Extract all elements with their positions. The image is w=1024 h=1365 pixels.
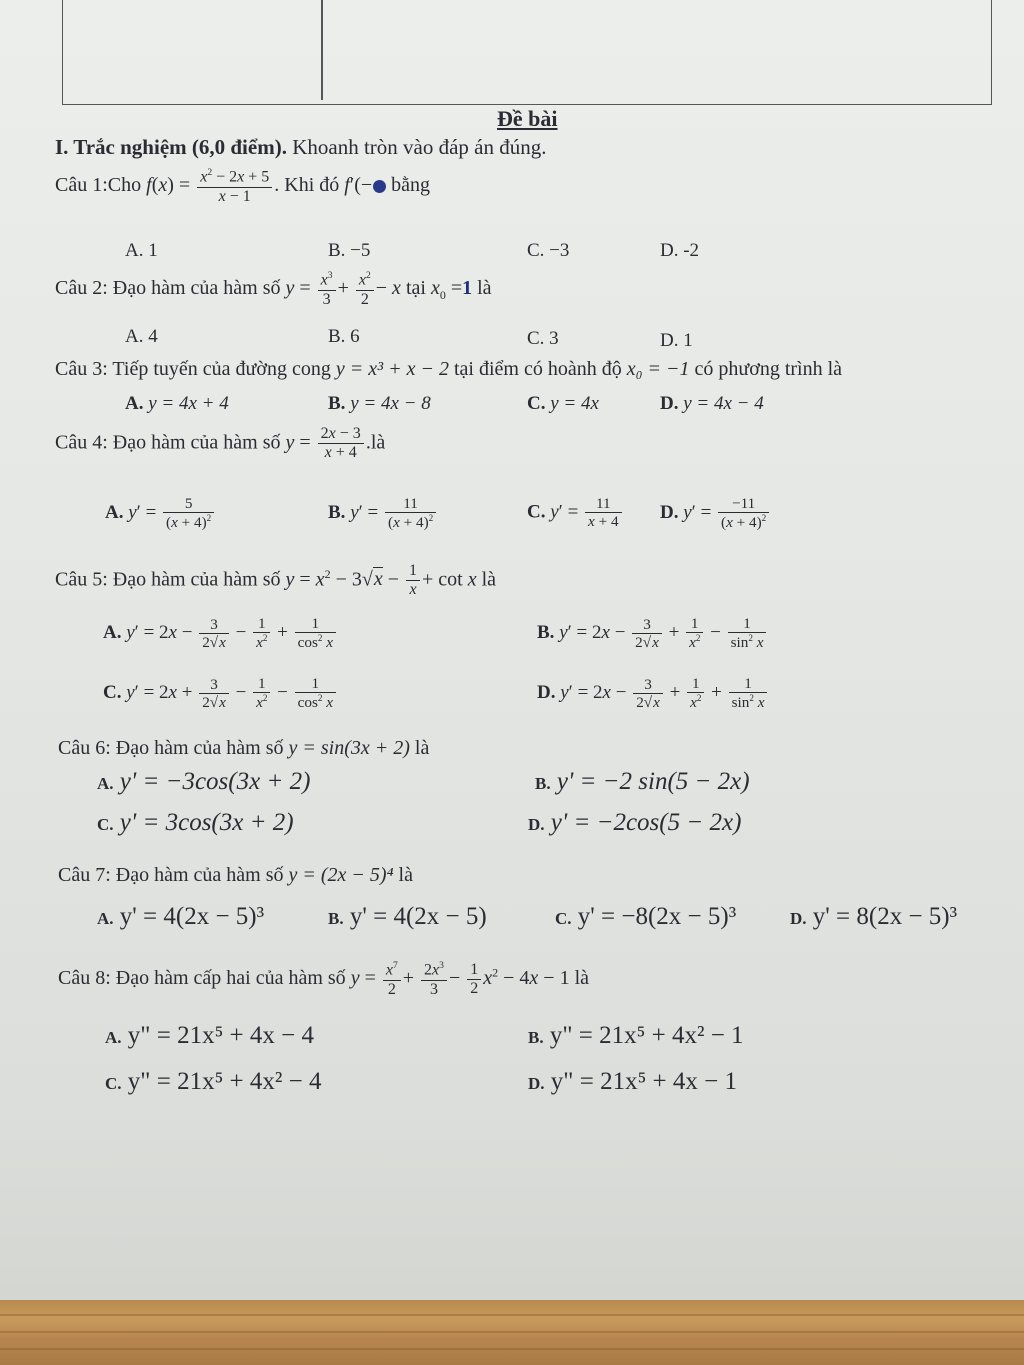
q2-option-c: C. 3: [527, 328, 559, 349]
question-7-prefix: Câu 7: Đạo hàm của hàm số: [58, 864, 284, 886]
q5-option-a: A. y′ = 2x − $\frac{3}{2√x}$ − $\frac{1}{x^2}$ + $\frac{1}{\cos^2 x}$: [103, 615, 338, 652]
section-instruction: Khoanh tròn vào đáp án đúng.: [292, 135, 547, 159]
q5-option-d: D. y′ = 2x − $\frac{3}{2√x}$ + $\frac{1}{x^2}$ + $\frac{1}{\sin^2 x}$: [537, 675, 769, 712]
q6-option-c: C. y' = 3cos(3x + 2): [97, 809, 294, 836]
q3-option-c: C. y = 4x: [527, 393, 599, 414]
q6-option-b: B. y' = −2 sin(5 − 2x): [535, 768, 750, 795]
question-6: [58, 737, 429, 760]
question-4: Câu 4: Đạo hàm của hàm số y = $\frac{2x - 3}{x + 4}$ .là: [55, 425, 386, 462]
q1-option-c: C. −3: [527, 240, 570, 261]
wooden-desk: [0, 1300, 1024, 1365]
q2-option-a: A. 4: [125, 326, 158, 347]
q3-option-a: A. y = 4x + 4: [125, 393, 229, 414]
q2-option-b: B. 6: [328, 326, 360, 347]
page-title: Đề bài: [497, 106, 558, 131]
section-label: I. Trắc nghiệm (6,0 điểm).: [55, 135, 287, 159]
q8-option-d: D. y" = 21x⁵ + 4x − 1: [528, 1068, 737, 1095]
q3-x0: x₀ = −1: [626, 358, 690, 380]
q1-option-b: B. −5: [328, 240, 371, 261]
q5-option-c: C. y′ = 2x + $\frac{3}{2√x}$ − $\frac{1}{x^2}$ − $\frac{1}{\cos^2 x}$: [103, 675, 338, 712]
q4-option-d: D. y′ = $\frac{-11}{(x + 4)^2}$: [660, 495, 771, 532]
q7-func: y = (2x − 5)⁴: [288, 864, 394, 886]
q6-option-a: A. y' = −3cos(3x + 2): [97, 768, 311, 795]
q4-option-a: A. y′ = $\frac{5}{(x + 4)^2}$: [105, 495, 216, 532]
q5-option-b: B. y′ = 2x − $\frac{3}{2√x}$ + $\frac{1}{x^2}$ − $\frac{1}{\sin^2 x}$: [537, 615, 768, 652]
question-6-suffix: là: [414, 737, 430, 759]
q4-option-c: C. y′ = $\frac{11}{x + 4}$: [527, 495, 624, 531]
question-8: Câu 8: Đạo hàm cấp hai của hàm số y = $\frac{x^7}{2}$ + $\frac{2x^3}{3}$ − $\frac{1}{2}$ $x^2 - 4x - 1$ là: [58, 960, 590, 998]
question-3-prefix: Câu 3: Tiếp tuyến của đường cong: [55, 358, 331, 380]
q1-tail: . Khi đó: [274, 174, 340, 197]
q8-option-a: A. y" = 21x⁵ + 4x − 4: [105, 1022, 314, 1049]
header-table: [62, 0, 992, 105]
q3-curve: y = x³ + x − 2: [335, 358, 449, 380]
question-7: [58, 864, 413, 887]
q3-option-d: D. y = 4x − 4: [660, 393, 764, 414]
question-2-prefix: Câu 2: Đạo hàm của hàm số: [55, 277, 281, 300]
q7-option-b: B. y' = 4(2x − 5): [328, 903, 487, 930]
q8-option-b: B. y" = 21x⁵ + 4x² − 1: [528, 1022, 744, 1049]
question-1: Câu 1:Cho f(x) = $\frac{x^2 - 2x + 5}{x - 1}$ . Khi đó f′(− bằng: [55, 167, 431, 205]
q2-option-d: D. 1: [660, 330, 693, 351]
q6-option-d: D. y' = −2cos(5 − 2x): [528, 809, 742, 836]
section-heading: [55, 135, 547, 160]
table-divider: [321, 0, 323, 100]
question-1-suffix: bằng: [391, 174, 431, 197]
question-2-suffix: là: [477, 277, 492, 300]
q7-option-d: D. y' = 8(2x − 5)³: [790, 903, 958, 930]
q3-at: tại điểm có hoành độ: [453, 358, 622, 380]
question-8-prefix: Câu 8: Đạo hàm cấp hai của hàm số: [58, 967, 346, 990]
handwritten-one-icon: 1: [462, 277, 473, 300]
q7-option-a: A. y' = 4(2x − 5)³: [97, 903, 265, 930]
question-2: Câu 2: Đạo hàm của hàm số y = $\frac{x^3}{3}$ + $\frac{x^2}{2}$ − x tại $x_0 =1$ là: [55, 270, 492, 308]
q4-option-b: B. y′ = $\frac{11}{(x + 4)^2}$: [328, 495, 438, 532]
q6-func: y = sin(3x + 2): [288, 737, 410, 759]
question-6-prefix: Câu 6: Đạo hàm của hàm số: [58, 737, 284, 759]
q1-option-a: A. 1: [125, 240, 158, 261]
q1-option-d: D. -2: [660, 240, 700, 261]
question-1-prefix: Câu 1:Cho: [55, 174, 142, 197]
question-5-prefix: Câu 5: Đạo hàm của hàm số: [55, 568, 281, 591]
question-5-suffix: là: [481, 568, 497, 591]
pen-mark-icon: [373, 180, 386, 193]
q8-option-c: C. y" = 21x⁵ + 4x² − 4: [105, 1068, 322, 1095]
question-4-prefix: Câu 4: Đạo hàm của hàm số: [55, 431, 281, 454]
q7-option-c: C. y' = −8(2x − 5)³: [555, 903, 737, 930]
question-8-suffix: là: [574, 967, 590, 990]
question-4-suffix: .là: [365, 431, 386, 454]
question-5: Câu 5: Đạo hàm của hàm số $y = x^2 - 3√x$ − $\frac{1}{x}$ + cot x là: [55, 562, 497, 599]
question-3-suffix: có phương trình là: [694, 358, 843, 380]
question-3: [55, 358, 842, 381]
q3-option-b: B. y = 4x − 8: [328, 393, 431, 414]
question-7-suffix: là: [398, 864, 413, 886]
q2-at: tại: [405, 277, 426, 300]
